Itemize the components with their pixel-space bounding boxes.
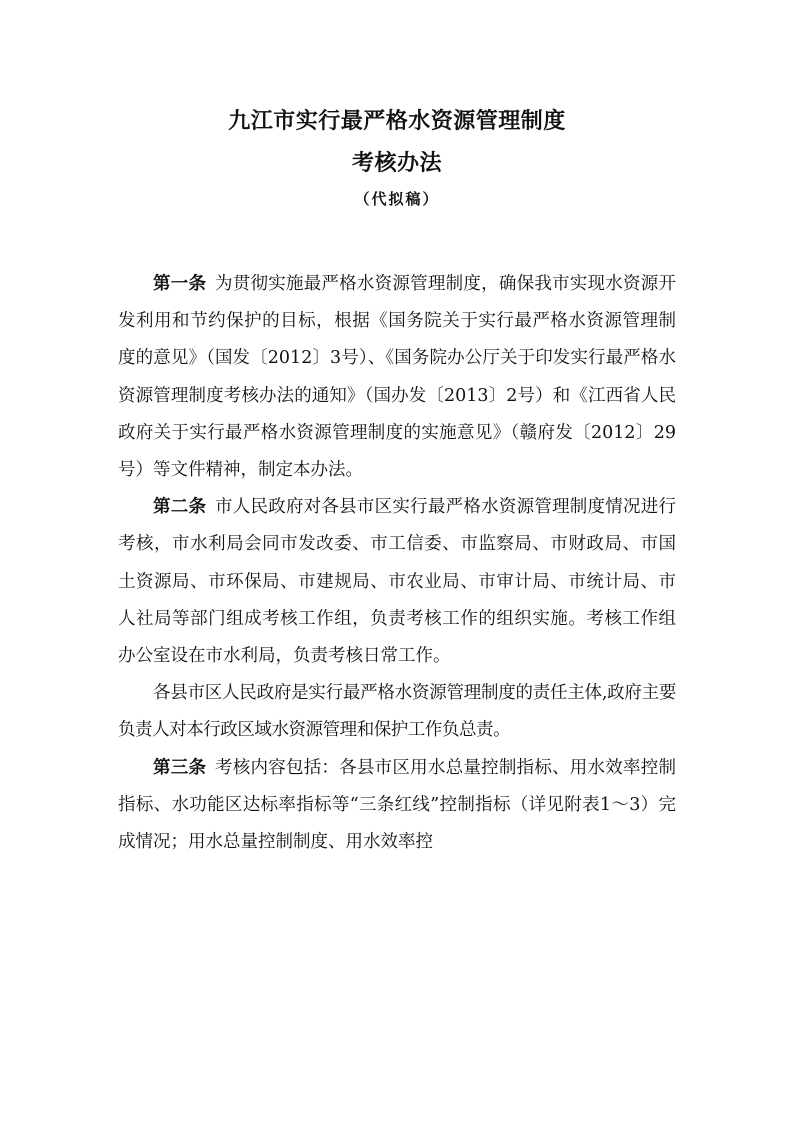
draft-note: （代拟稿）: [354, 190, 440, 208]
article-3-paragraph: [118, 750, 676, 862]
article-3-text: 考核内容包括：各县市区用水总量控制指标、用水效率控制指标、水功能区达标率指标等“三条红线”控制指标（详见附表1～3）完成情况；用水总量控制制度、用水效率控: [118, 757, 677, 853]
article-2-label: 第二条: [153, 497, 207, 518]
article-2-responsibility-paragraph: [118, 675, 676, 749]
article-1-text: 为贯彻实施最严格水资源管理制度，确保我市实现水资源开发利用和节约保护的目标，根据《国务院关于实行最严格水资源管理制度的意见》（国发〔2012〕3号）、《国务院办公厅关于印发实行最严格水资源管理制度考核办法的通知》（国办发〔2013〕2号）和《江西省人民政府关于实行最严格水资源管理制度的实施意见》（赣府发〔2012〕29号）等文件精神，制定本办法。: [118, 274, 677, 481]
document-subtitle: 考核办法: [351, 150, 442, 176]
document-title: 九江市实行最严格水资源管理制度: [228, 108, 566, 134]
article-2-paragraph: [118, 489, 676, 675]
article-1-paragraph: [118, 266, 676, 489]
document-body: [118, 266, 676, 861]
article-2-text: 市人民政府对各县市区实行最严格水资源管理制度情况进行考核，市水利局会同市发改委、市工信委、市监察局、市财政局、市国土资源局、市环保局、市建规局、市农业局、市审计局、市统计局、市人社局等部门组成考核工作组，负责考核工作的组织实施。考核工作组办公室设在市水利局，负责考核日常工作。: [118, 497, 677, 667]
article-2-responsibility-text: 各县市区人民政府是实行最严格水资源管理制度的责任主体,政府主要负责人对本行政区域水资源管理和保护工作负总责。: [118, 683, 676, 741]
article-3-label: 第三条: [153, 757, 207, 778]
article-1-label: 第一条: [153, 274, 207, 294]
